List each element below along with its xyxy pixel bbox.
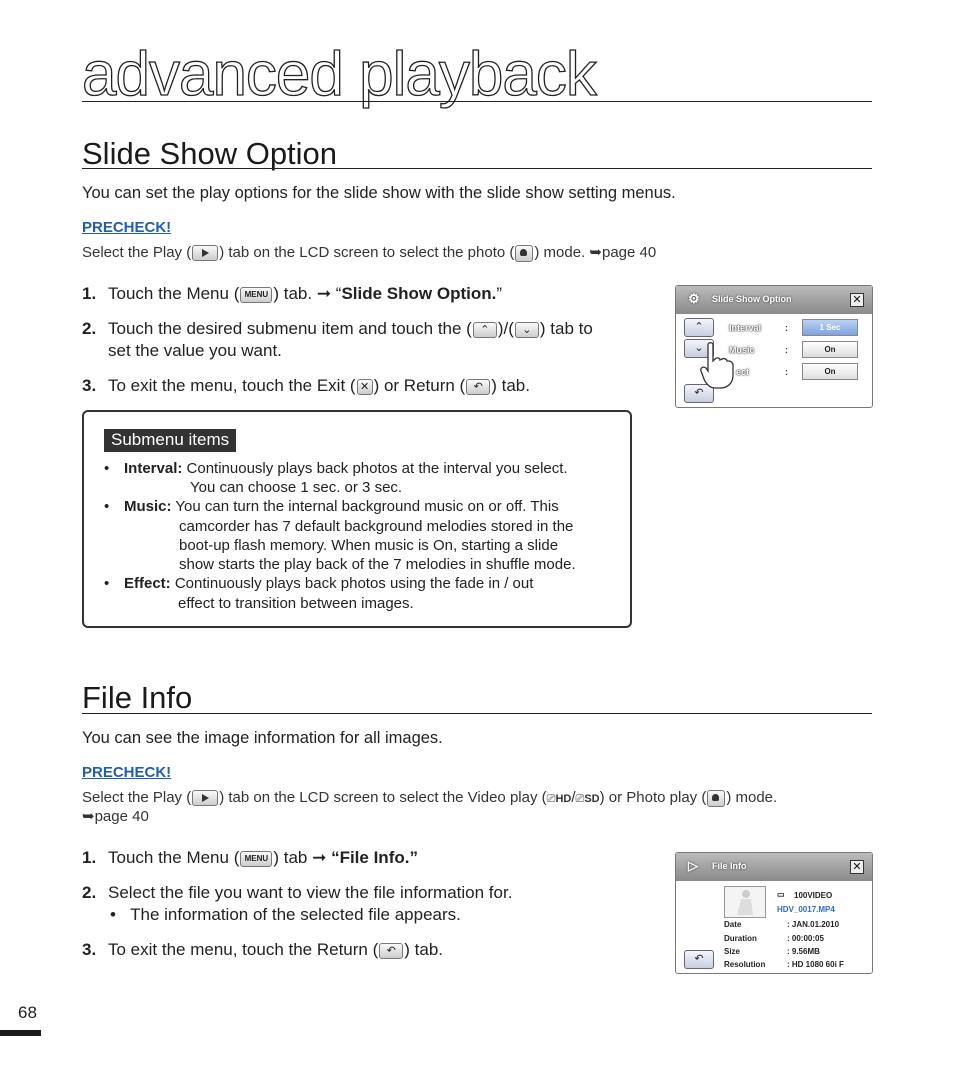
menu-tab-icon: MENU: [240, 851, 272, 867]
hand-pointer-icon: [700, 341, 738, 391]
music-item: Music: You can turn the internal background music on or off. This: [124, 498, 559, 515]
step-2-bullet: • The information of the selected file appears.: [110, 905, 461, 924]
slide-show-intro: You can set the play options for the slide show with the slide show setting menus.: [82, 184, 676, 202]
chapter-title: advanced playback: [82, 40, 596, 109]
exit-icon: ✕: [357, 379, 373, 395]
folder-icon: ▭: [777, 890, 785, 899]
step-3: 3. To exit the menu, touch the Exit ( ✕ ) or Return ( ↶ ) tab.: [82, 376, 530, 395]
return-button[interactable]: ↶: [684, 384, 714, 403]
up-arrow-icon: ⌃: [473, 322, 497, 338]
music-value[interactable]: On: [802, 341, 858, 358]
music-item-line4: show starts the play back of the 7 melodies in shuffle mode.: [179, 556, 576, 573]
precheck-label: PRECHECK!: [82, 219, 172, 236]
row-label-music: Music: [729, 345, 755, 355]
interval-item: Interval: Continuously plays back photos at the interval you select.: [124, 460, 568, 477]
row-colon: :: [785, 345, 788, 355]
info-label-resolution: Resolution: [724, 960, 766, 969]
step-2: 2. Select the file you want to view the file information for.: [82, 883, 513, 902]
row-colon: :: [785, 323, 788, 333]
music-item-line2: camcorder has 7 default background melodies stored in the: [179, 518, 574, 535]
section-heading-file-info: File Info: [82, 680, 193, 715]
bullet-dot: •: [104, 575, 110, 592]
down-arrow-icon: ⌄: [515, 322, 539, 338]
row-label-interval: Interval: [729, 323, 762, 333]
info-label-duration: Duration: [724, 934, 757, 943]
section-rule-file-info: [82, 713, 872, 714]
info-value-resolution: : HD 1080 60i F: [787, 960, 844, 969]
play-tab-icon: [192, 790, 218, 806]
screen-title: File Info: [712, 861, 747, 871]
interval-value[interactable]: 1 Sec: [802, 319, 858, 336]
video-sd-icon: ⎚SD: [575, 793, 600, 805]
effect-item: Effect: Continuously plays back photos using the fade in / out: [124, 575, 534, 592]
lcd-screen-slide-show: [675, 285, 873, 408]
info-label-date: Date: [724, 920, 742, 929]
folder-name: 100VIDEO: [794, 891, 833, 900]
page-number: 68: [18, 1003, 37, 1022]
precheck-label: PRECHECK!: [82, 764, 172, 781]
play-tab-icon: [192, 245, 218, 261]
file-info-intro: You can see the image information for all images.: [82, 729, 443, 747]
photo-mode-icon: [707, 790, 725, 807]
submenu-items-box: [82, 410, 632, 628]
screen-header: [676, 853, 872, 881]
section-heading-slide-show: Slide Show Option: [82, 136, 338, 171]
info-value-date: : JAN.01.2010: [787, 920, 840, 929]
bullet-dot: •: [104, 498, 110, 515]
return-button[interactable]: ↶: [684, 950, 714, 969]
section-rule-slide-show: [82, 168, 872, 169]
photo-mode-icon: [515, 245, 533, 262]
info-value-duration: : 00:00:05: [787, 934, 824, 943]
chapter-rule: [82, 101, 872, 102]
row-label-effect: ect: [736, 367, 750, 377]
video-play-icon: ▷: [688, 858, 698, 873]
bullet-dot: •: [104, 460, 110, 477]
step-1: 1. Touch the Menu ( MENU ) tab ➞ “File Info.”: [82, 848, 418, 867]
row-colon: :: [785, 367, 788, 377]
info-value-size: : 9.56MB: [787, 947, 820, 956]
info-label-size: Size: [724, 947, 741, 956]
close-icon[interactable]: ✕: [850, 293, 864, 307]
screen-title: Slide Show Option: [712, 294, 792, 304]
precheck-text: Select the Play ( ) tab on the LCD screen to select the photo ( ) mode. ➥page 40: [82, 244, 657, 261]
effect-item-line2: effect to transition between images.: [178, 595, 414, 612]
step-3: 3. To exit the menu, touch the Return ( ↶ ) tab.: [82, 940, 444, 959]
gear-icon: ⚙: [688, 291, 700, 306]
music-item-line3: boot-up flash memory. When music is On, starting a slide: [179, 537, 559, 554]
lcd-screen-file-info: [675, 852, 873, 974]
step-1: 1. Touch the Menu ( MENU ) tab. ➞ “Slide Show Option.”: [82, 284, 503, 303]
menu-tab-icon: MENU: [240, 287, 272, 303]
effect-value[interactable]: On: [802, 363, 858, 380]
return-icon: ↶: [379, 943, 403, 959]
step-2: 2. Touch the desired submenu item and touch the ( ⌃ )/( ⌄ ) tab to: [82, 319, 593, 338]
precheck-page-ref: ➥page 40: [82, 808, 149, 825]
interval-item-line2: You can choose 1 sec. or 3 sec.: [190, 479, 403, 496]
thumbnail: [724, 886, 766, 918]
precheck-text: Select the Play ( ) tab on the LCD screen to select the Video play (⎚HD/⎚SD) or Photo play ( ) mode.: [82, 789, 778, 806]
down-button[interactable]: ⌄: [684, 339, 714, 358]
up-button[interactable]: ⌃: [684, 318, 714, 337]
file-name: HDV_0017.MP4: [777, 905, 835, 914]
person-silhouette-icon: [725, 887, 765, 917]
step-2-continued: set the value you want.: [108, 341, 282, 360]
page-number-bar: [0, 1030, 41, 1036]
video-hd-icon: ⎚HD: [546, 793, 572, 805]
submenu-title: Submenu items: [104, 429, 236, 452]
return-icon: ↶: [466, 379, 490, 395]
close-icon[interactable]: ✕: [850, 860, 864, 874]
